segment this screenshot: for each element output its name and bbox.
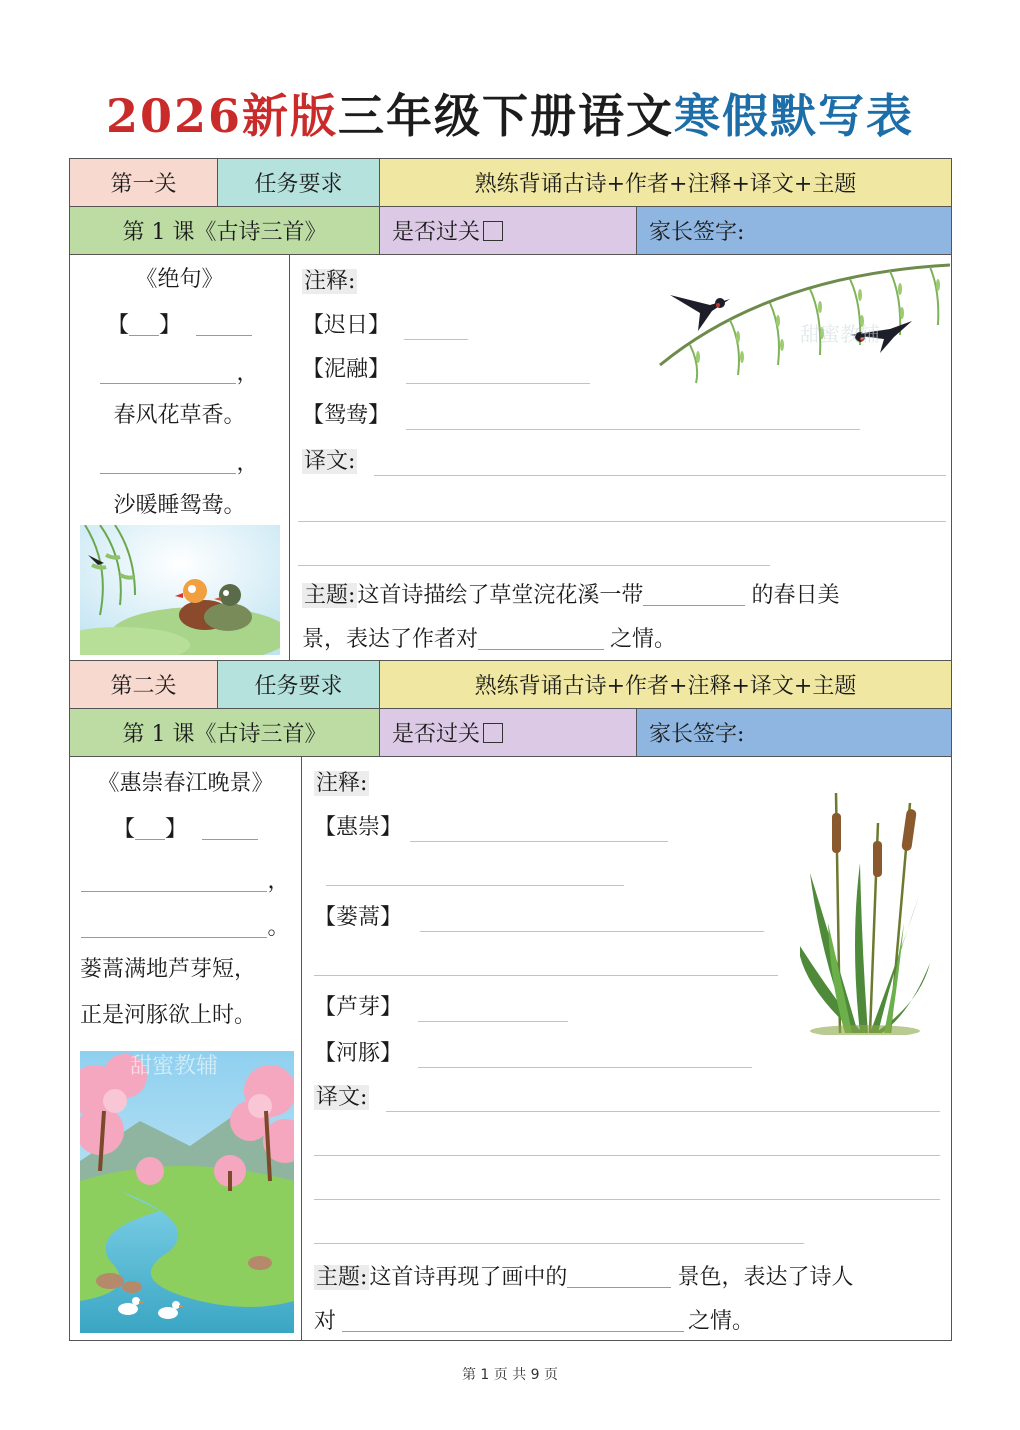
parent-sign-field[interactable]: 家长签字: — [637, 709, 951, 756]
watermark-text: 甜蜜教辅 — [130, 1054, 219, 1079]
theme-line: 主题:这首诗描绘了草堂浣花溪一带 的春日美 — [304, 583, 840, 608]
task-text: 熟练背诵古诗+作者+注释+译文+主题 — [380, 661, 951, 708]
translation-blank[interactable] — [314, 1155, 940, 1156]
translation-blank[interactable] — [314, 1199, 940, 1200]
level-label: 第一关 — [70, 159, 218, 206]
theme-line: 景，表达了作者对 之情。 — [302, 627, 677, 652]
note-blank[interactable] — [418, 1021, 568, 1022]
task-text: 熟练背诵古诗+作者+注释+译文+主题 — [380, 159, 951, 206]
translation-label: 译文: — [304, 449, 356, 474]
note-blank[interactable] — [406, 383, 590, 384]
parent-sign-field[interactable]: 家长签字: — [637, 207, 951, 254]
dynasty-blank[interactable] — [135, 818, 165, 840]
lesson-row-2 — [70, 709, 951, 757]
poem-blank-line: 。 — [70, 913, 301, 943]
level-label: 第二关 — [70, 661, 218, 708]
lesson-row-1 — [70, 207, 951, 255]
lesson-label: 第 1 课《古诗三首》 — [70, 709, 380, 756]
note-blank[interactable] — [410, 841, 668, 842]
translation-blank[interactable] — [314, 1243, 804, 1244]
poem-line: 春风花草香。 — [113, 403, 246, 428]
note-blank[interactable] — [420, 931, 764, 932]
note-blank[interactable] — [314, 975, 778, 976]
poem-column — [70, 255, 290, 660]
author-line: 【 】 — [70, 311, 289, 341]
author-line: 【 】 — [70, 815, 301, 845]
poem-line: 正是河豚欲上时。 — [80, 1003, 257, 1028]
pass-check[interactable]: 是否过关 — [380, 709, 637, 756]
translation-blank[interactable] — [386, 1111, 940, 1112]
poem-blank-line: ， — [70, 449, 289, 479]
mandarin-duck-illustration — [80, 525, 280, 655]
author-blank[interactable] — [196, 314, 252, 336]
page-number: 第 1 页 共 9 页 — [461, 1367, 559, 1383]
theme-blank[interactable] — [567, 1266, 671, 1288]
note-term: 【惠崇】 — [314, 815, 403, 840]
section-1-body — [70, 255, 951, 661]
poem-blank[interactable] — [81, 916, 267, 938]
willow-swallow-illustration — [650, 255, 950, 387]
notes-label: 注释: — [316, 771, 368, 796]
note-term: 【鸳鸯】 — [302, 403, 391, 428]
note-term: 【河豚】 — [314, 1041, 403, 1066]
level-row-1 — [70, 159, 951, 207]
note-blank[interactable] — [404, 339, 468, 340]
translation-label: 译文: — [316, 1085, 368, 1110]
pass-checkbox[interactable] — [483, 723, 503, 743]
note-blank[interactable] — [406, 429, 860, 430]
poem-column — [70, 757, 302, 1340]
task-label: 任务要求 — [218, 661, 380, 708]
lesson-label: 第 1 课《古诗三首》 — [70, 207, 380, 254]
pass-checkbox[interactable] — [483, 221, 503, 241]
notes-label: 注释: — [304, 269, 356, 294]
page-title: 2026新版三年级下册语文寒假默写表 — [105, 89, 915, 143]
pass-check[interactable]: 是否过关 — [380, 207, 637, 254]
note-term: 【芦芽】 — [314, 995, 403, 1020]
poem-blank-line: ， — [70, 867, 301, 897]
poem-title: 《绝句》 — [135, 267, 224, 292]
watermark-text: 甜蜜教辅 — [800, 322, 880, 346]
theme-blank[interactable] — [342, 1310, 684, 1332]
poem-line: 蒌蒿满地芦芽短， — [80, 957, 257, 982]
spring-river-illustration — [80, 1051, 294, 1333]
note-term: 【泥融】 — [302, 357, 391, 382]
note-term: 【迟日】 — [302, 313, 391, 338]
dynasty-blank[interactable] — [129, 314, 159, 336]
note-term: 【蒌蒿】 — [314, 905, 403, 930]
poem-blank[interactable] — [100, 452, 236, 474]
poem-blank-line: ， — [70, 359, 289, 389]
note-blank[interactable] — [418, 1067, 752, 1068]
worksheet-table — [69, 158, 952, 1341]
author-blank[interactable] — [202, 818, 258, 840]
section-2-body — [70, 757, 951, 1340]
task-label: 任务要求 — [218, 159, 380, 206]
theme-blank[interactable] — [643, 584, 745, 606]
level-row-2 — [70, 661, 951, 709]
translation-blank[interactable] — [298, 521, 946, 522]
note-blank[interactable] — [326, 885, 624, 886]
theme-line: 主题:这首诗再现了画中的 景色，表达了诗人 — [316, 1265, 854, 1290]
theme-blank[interactable] — [478, 628, 604, 650]
translation-blank[interactable] — [374, 475, 946, 476]
poem-title: 《惠崇春江晚景》 — [97, 771, 274, 796]
theme-line: 对 之情。 — [314, 1309, 755, 1334]
poem-blank[interactable] — [100, 362, 236, 384]
poem-line: 沙暖睡鸳鸯。 — [113, 493, 246, 518]
poem-blank[interactable] — [81, 870, 267, 892]
translation-blank[interactable] — [298, 565, 770, 566]
cattail-reed-illustration — [800, 783, 930, 1035]
